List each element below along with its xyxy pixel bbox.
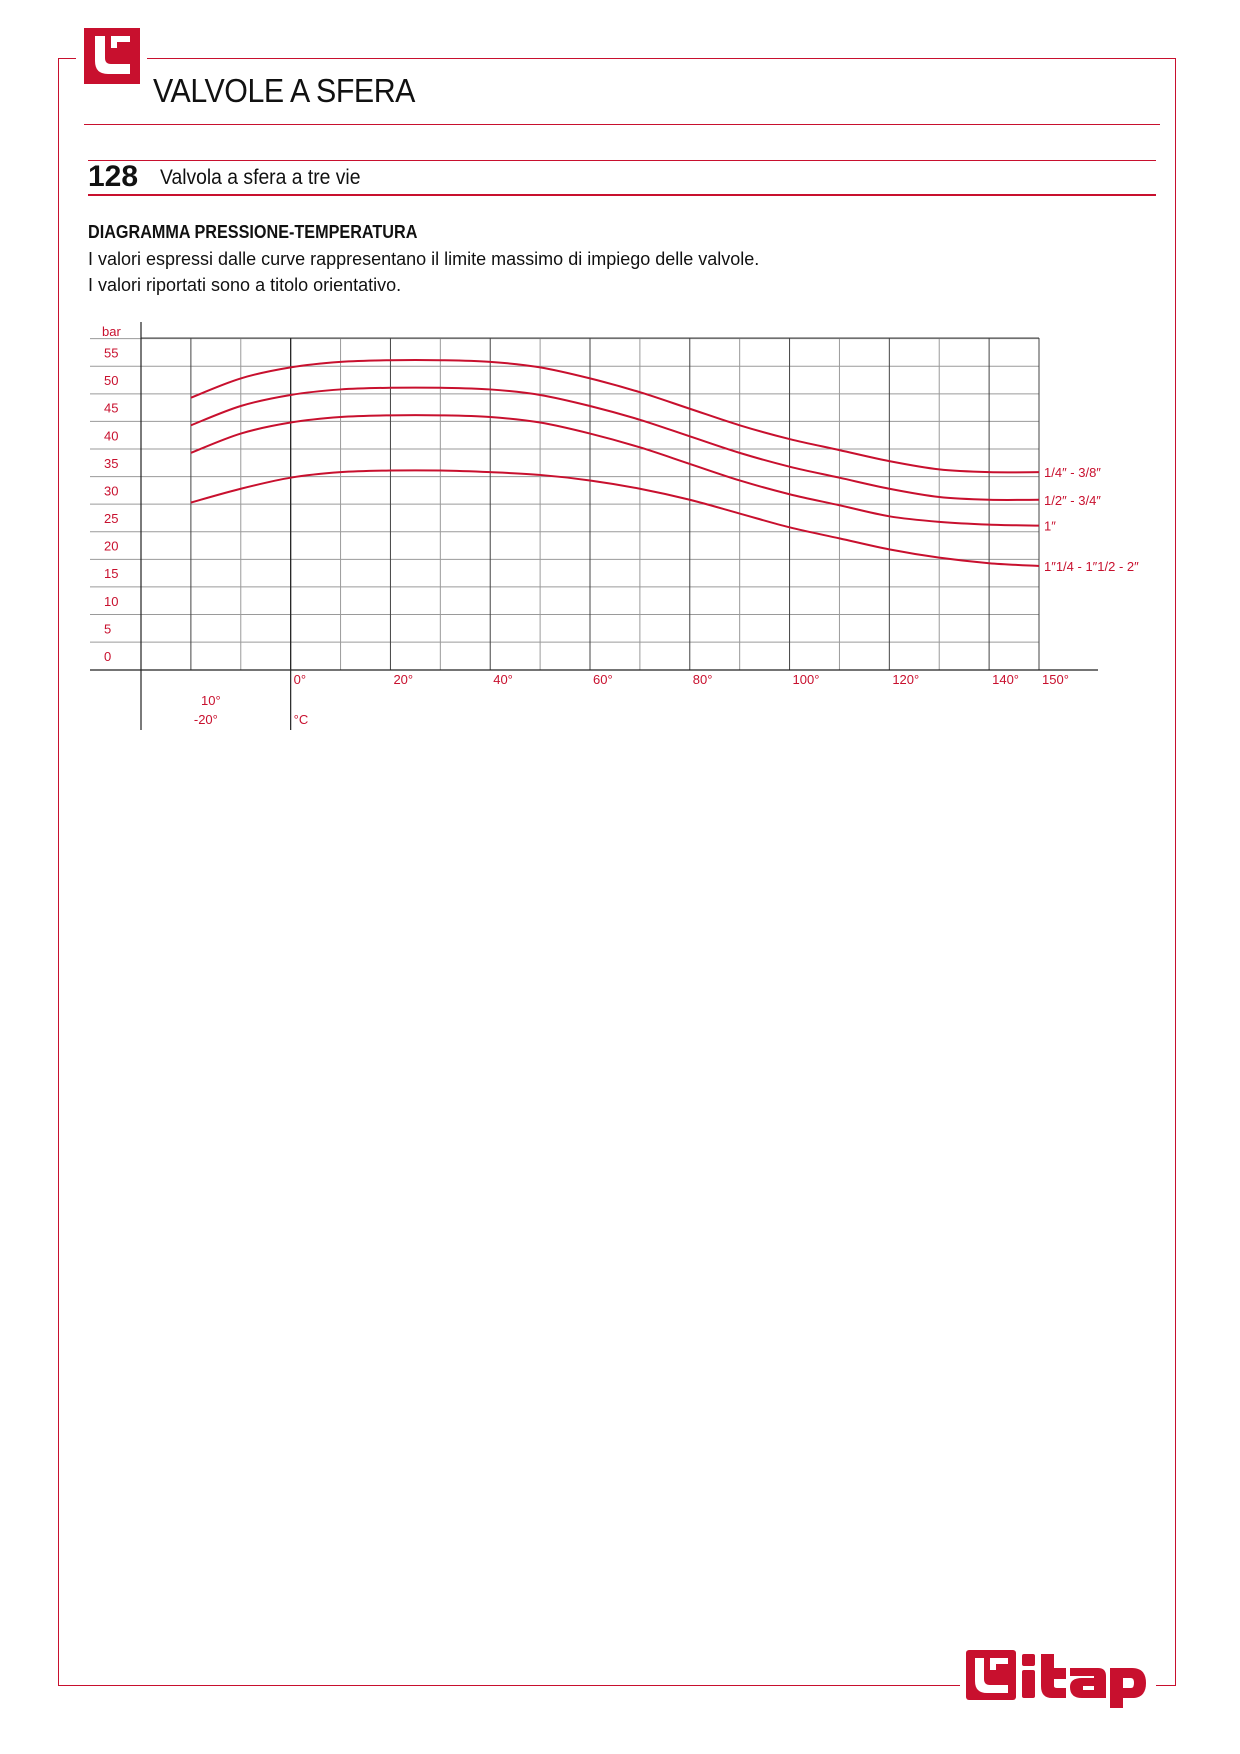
y-tick-label: 0 [104, 648, 112, 664]
x-tick-label: 0° [293, 672, 307, 687]
x-tick-label: 140° [992, 672, 1020, 687]
description-line: I valori riportati sono a titolo orientativo. [88, 275, 402, 295]
y-tick-label: 25 [104, 511, 119, 527]
legend-label: 1/4″ - 3/8″ [1044, 465, 1101, 481]
y-tick-label: 20 [104, 538, 119, 554]
y-tick-label: 55 [104, 345, 119, 361]
y-tick-label: 30 [104, 483, 119, 499]
x-tick-label: -20° [193, 712, 218, 727]
series-line [191, 388, 1039, 500]
product-name: Valvola a sfera a tre vie [160, 166, 361, 189]
y-tick-label: 45 [104, 400, 119, 416]
series-line [191, 415, 1039, 526]
legend-label: 1″1/4 - 1″1/2 - 2″ [1044, 558, 1139, 574]
legend-label: 1/2″ - 3/4″ [1044, 492, 1101, 508]
x-tick-label: 40° [493, 672, 513, 687]
x-tick-label: 20° [393, 672, 414, 687]
frame-bottom [58, 1685, 960, 1686]
x-tick-label: 100° [792, 672, 820, 687]
y-axis-label: bar [102, 324, 121, 339]
y-tick-label: 40 [104, 428, 119, 444]
x-tick-label: 60° [593, 672, 613, 687]
description-line: I valori espressi dalle curve rappresentano il limite massimo di impiego delle valvole. [88, 249, 760, 269]
series-line [191, 470, 1039, 566]
frame-bottom-right [1156, 1685, 1176, 1686]
x-tick-label: 120° [892, 672, 920, 687]
y-tick-label: 50 [104, 373, 119, 389]
x-tick-label: 150° [1042, 672, 1069, 687]
x-tick-label: 80° [692, 672, 713, 687]
diagram-heading: DIAGRAMMA PRESSIONE-TEMPERATURA [88, 222, 418, 242]
x-axis-label: °C [293, 712, 309, 727]
y-tick-label: 35 [104, 455, 119, 471]
pressure-temperature-chart [0, 0, 1240, 760]
x-tick-label: 10° [201, 693, 221, 708]
legend-label: 1″ [1044, 518, 1056, 534]
y-tick-label: 10 [104, 593, 119, 609]
y-tick-label: 5 [104, 621, 112, 637]
itap-logo-icon [966, 1646, 1148, 1708]
y-tick-label: 15 [104, 566, 119, 582]
section-title: VALVOLE A SFERA [153, 72, 415, 109]
product-number: 128 [88, 160, 139, 193]
series-line [191, 360, 1039, 472]
